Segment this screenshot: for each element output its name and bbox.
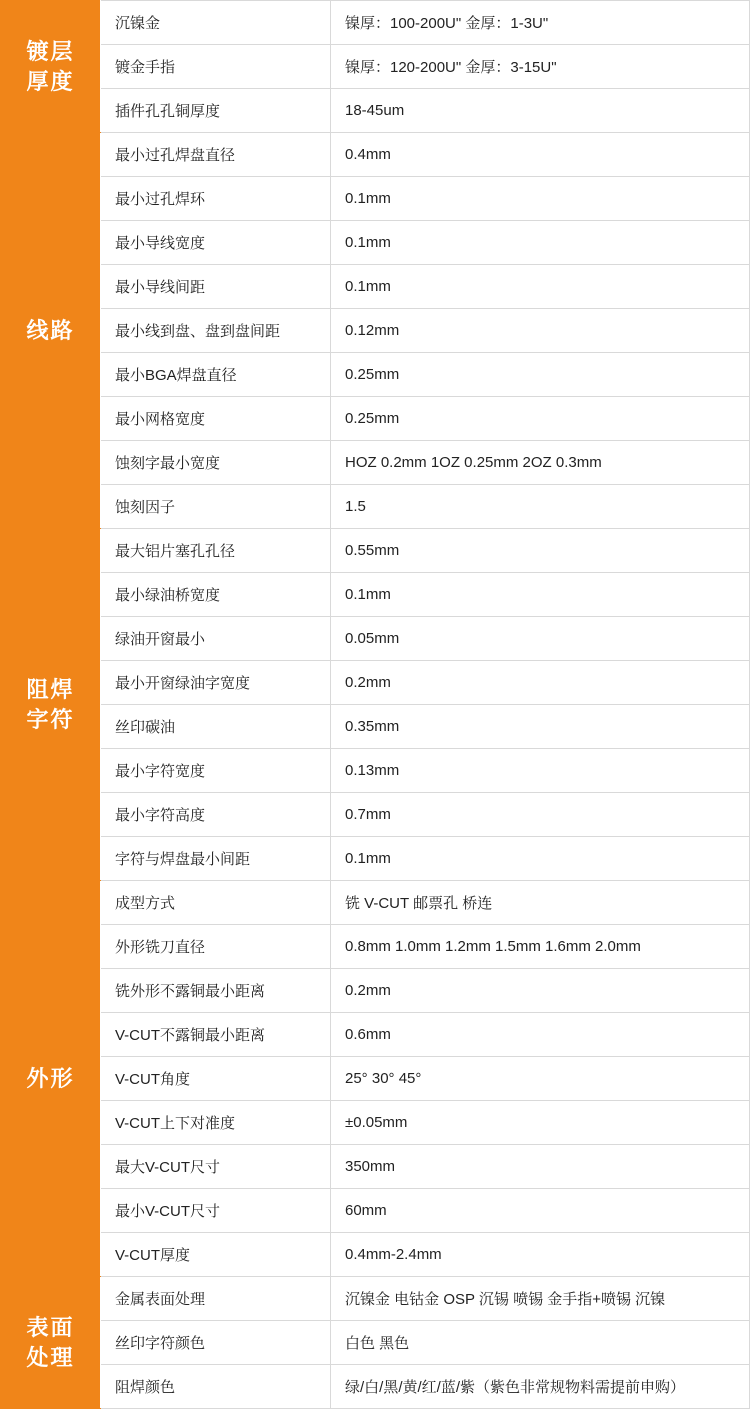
- table-row: [1, 45, 750, 89]
- category-cell: [1, 1277, 101, 1409]
- table-row: [1, 485, 750, 529]
- table-row: [1, 133, 750, 177]
- category-label: 镀层厚度: [26, 38, 75, 94]
- category-cell: [1, 529, 101, 881]
- spec-item-label: 插件孔孔铜厚度: [101, 89, 331, 133]
- spec-item-label: 绿油开窗最小: [101, 617, 331, 661]
- category-label: 线路: [26, 317, 75, 343]
- table-row: [1, 1145, 750, 1189]
- spec-item-value: 0.1mm: [331, 265, 750, 309]
- spec-item-label: 阻焊颜色: [101, 1365, 331, 1409]
- table-row: [1, 353, 750, 397]
- spec-item-value: 60mm: [331, 1189, 750, 1233]
- spec-item-label: 最小导线宽度: [101, 221, 331, 265]
- spec-item-value: 1.5: [331, 485, 750, 529]
- spec-item-value: HOZ 0.2mm 1OZ 0.25mm 2OZ 0.3mm: [331, 441, 750, 485]
- spec-item-label: 最小开窗绿油字宽度: [101, 661, 331, 705]
- spec-item-value: 0.4mm: [331, 133, 750, 177]
- spec-item-label: 成型方式: [101, 881, 331, 925]
- table-row: [1, 177, 750, 221]
- category-label: 表面处理: [26, 1314, 75, 1370]
- spec-item-value: 0.8mm 1.0mm 1.2mm 1.5mm 1.6mm 2.0mm: [331, 925, 750, 969]
- table-row: [1, 221, 750, 265]
- spec-item-value: 25° 30° 45°: [331, 1057, 750, 1101]
- table-row: [1, 1057, 750, 1101]
- spec-item-label: 最小V-CUT尺寸: [101, 1189, 331, 1233]
- table-row: [1, 573, 750, 617]
- spec-item-value: 铣 V-CUT 邮票孔 桥连: [331, 881, 750, 925]
- category-cell: [1, 881, 101, 1277]
- spec-item-value: 0.7mm: [331, 793, 750, 837]
- table-row: [1, 881, 750, 925]
- table-row: [1, 1321, 750, 1365]
- spec-item-label: 金属表面处理: [101, 1277, 331, 1321]
- spec-item-value: 350mm: [331, 1145, 750, 1189]
- table-row: [1, 925, 750, 969]
- spec-item-value: 0.05mm: [331, 617, 750, 661]
- table-row: [1, 837, 750, 881]
- spec-item-label: 最小字符高度: [101, 793, 331, 837]
- spec-item-value: 0.1mm: [331, 177, 750, 221]
- table-row: [1, 1189, 750, 1233]
- table-row: [1, 1365, 750, 1409]
- spec-item-value: 0.1mm: [331, 837, 750, 881]
- spec-item-label: 最小线到盘、盘到盘间距: [101, 309, 331, 353]
- table-row: [1, 1233, 750, 1277]
- table-row: [1, 441, 750, 485]
- table-row: [1, 265, 750, 309]
- spec-item-label: 最小字符宽度: [101, 749, 331, 793]
- spec-item-label: 蚀刻因子: [101, 485, 331, 529]
- table-row: [1, 705, 750, 749]
- table-row: [1, 89, 750, 133]
- table-row: [1, 969, 750, 1013]
- spec-item-value: 0.13mm: [331, 749, 750, 793]
- spec-item-value: 0.2mm: [331, 969, 750, 1013]
- spec-item-value: 0.35mm: [331, 705, 750, 749]
- spec-item-label: 最大铝片塞孔孔径: [101, 529, 331, 573]
- spec-item-label: 最小BGA焊盘直径: [101, 353, 331, 397]
- table-row: [1, 1277, 750, 1321]
- spec-item-label: 最小网格宽度: [101, 397, 331, 441]
- spec-item-label: 字符与焊盘最小间距: [101, 837, 331, 881]
- spec-item-label: V-CUT厚度: [101, 1233, 331, 1277]
- spec-item-value: 0.4mm-2.4mm: [331, 1233, 750, 1277]
- spec-item-value: ±0.05mm: [331, 1101, 750, 1145]
- spec-table-body: [1, 1, 750, 1409]
- spec-item-value: 沉镍金 电钴金 OSP 沉锡 喷锡 金手指+喷锡 沉镍: [331, 1277, 750, 1321]
- spec-item-label: 最小导线间距: [101, 265, 331, 309]
- spec-item-value: 18-45um: [331, 89, 750, 133]
- spec-item-label: 沉镍金: [101, 1, 331, 45]
- spec-item-label: 蚀刻字最小宽度: [101, 441, 331, 485]
- category-label: 阻焊 字符: [26, 676, 75, 732]
- spec-item-value: 镍厚：120-200U" 金厚：3-15U": [331, 45, 750, 89]
- table-row: [1, 749, 750, 793]
- category-label: 外形: [26, 1065, 75, 1091]
- category-cell: [1, 133, 101, 529]
- table-row: [1, 529, 750, 573]
- category-cell: [1, 1, 101, 133]
- spec-item-value: 白色 黑色: [331, 1321, 750, 1365]
- table-row: [1, 309, 750, 353]
- spec-item-label: 铣外形不露铜最小距离: [101, 969, 331, 1013]
- spec-item-label: 最小过孔焊盘直径: [101, 133, 331, 177]
- spec-item-label: 最大V-CUT尺寸: [101, 1145, 331, 1189]
- spec-item-value: 0.6mm: [331, 1013, 750, 1057]
- table-row: [1, 397, 750, 441]
- spec-item-value: 0.2mm: [331, 661, 750, 705]
- spec-item-label: V-CUT不露铜最小距离: [101, 1013, 331, 1057]
- table-row: [1, 617, 750, 661]
- spec-item-value: 绿/白/黑/黄/红/蓝/紫（紫色非常规物料需提前申购）: [331, 1365, 750, 1409]
- spec-item-label: 镀金手指: [101, 45, 331, 89]
- spec-item-value: 0.1mm: [331, 221, 750, 265]
- spec-item-label: 最小绿油桥宽度: [101, 573, 331, 617]
- spec-item-value: 0.25mm: [331, 397, 750, 441]
- spec-item-value: 0.25mm: [331, 353, 750, 397]
- table-row: [1, 1013, 750, 1057]
- spec-item-label: 丝印字符颜色: [101, 1321, 331, 1365]
- table-row: [1, 1101, 750, 1145]
- spec-item-label: 最小过孔焊环: [101, 177, 331, 221]
- spec-item-label: V-CUT上下对准度: [101, 1101, 331, 1145]
- spec-item-value: 0.1mm: [331, 573, 750, 617]
- spec-item-label: 丝印碳油: [101, 705, 331, 749]
- spec-item-value: 0.55mm: [331, 529, 750, 573]
- spec-item-value: 镍厚：100-200U" 金厚：1-3U": [331, 1, 750, 45]
- table-row: [1, 793, 750, 837]
- table-row: [1, 1, 750, 45]
- spec-item-value: 0.12mm: [331, 309, 750, 353]
- spec-item-label: 外形铣刀直径: [101, 925, 331, 969]
- spec-item-label: V-CUT角度: [101, 1057, 331, 1101]
- table-row: [1, 661, 750, 705]
